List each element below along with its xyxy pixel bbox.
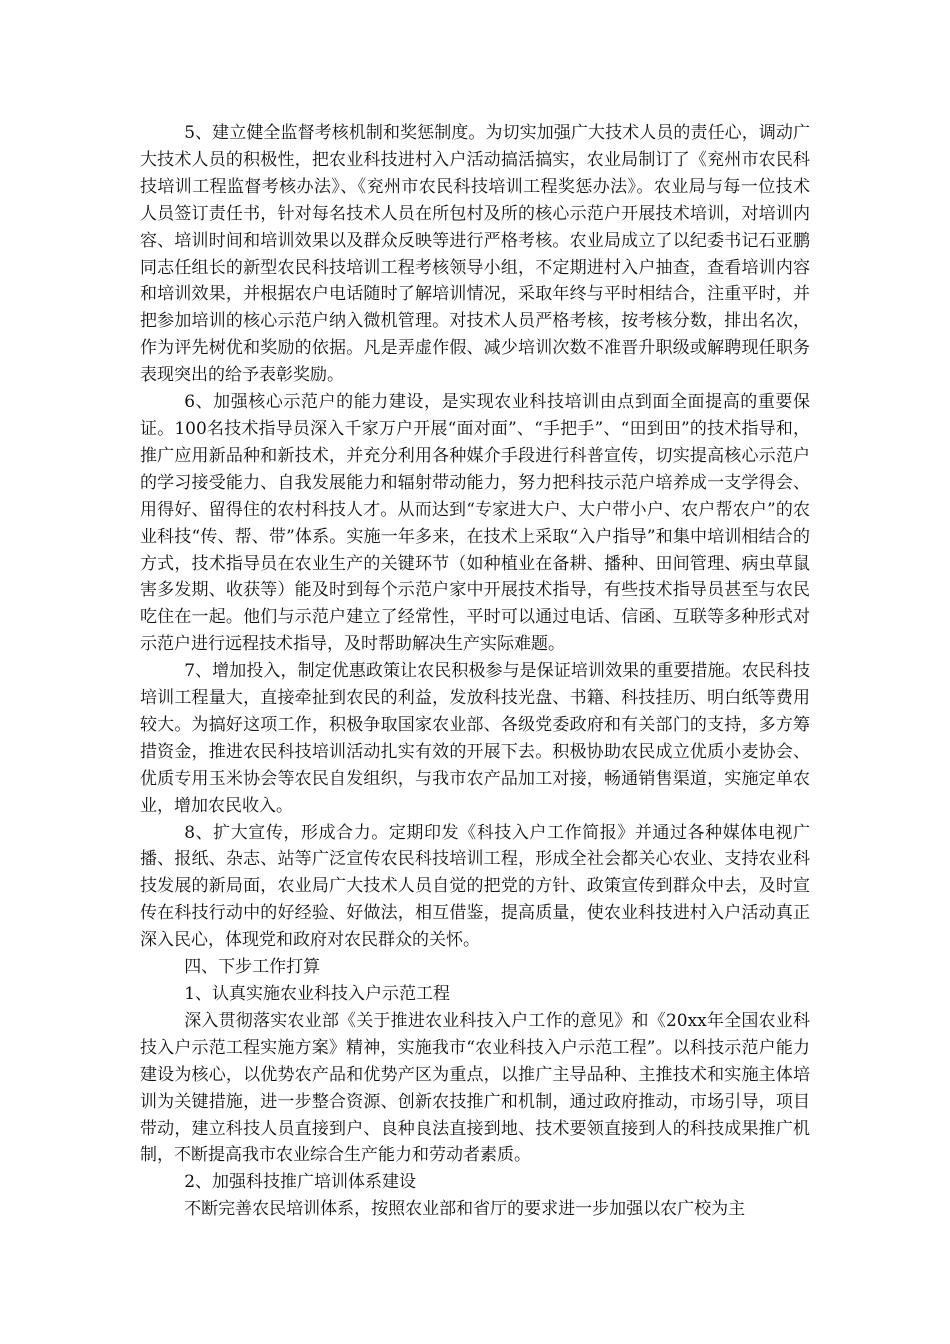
document-body [140,120,810,1223]
paragraph-investment: 7、增加投入，制定优惠政策让农民积极参与是保证培训效果的重要措施。农民科技培训工程量大，直接牵扯到农民的利益，发放科技光盘、书籍、科技挂历、明白纸等费用较大。为搞好这项工作，积极争取国家农业部、各级党委政府和有关部门的支持，多方筹措资金，推进农民科技培训活动扎实有效的开展下去。积极协助农民成立优质小麦协会、优质专用玉米协会等农民自发组织，与我市农产品加工对接，畅通销售渠道，实施定单农业，增加农民收入。 [140,661,810,816]
paragraph-publicity: 8、扩大宣传，形成合力。定期印发《科技入户工作简报》并通过各种媒体电视广播、报纸、杂志、站等广泛宣传农民科技培训工程，形成全社会都关心农业、支持农业科技发展的新局面，农业局广大技术人员自觉的把党的方针、政策宣传到群众中去，及时宣传在科技行动中的好经验、好做法，相互借鉴，提高质量，使农业科技进村入户活动真正深入民心，体现党和政府对农民群众的关怀。 [140,822,810,951]
paragraph-demo-project: 深入贯彻落实农业部《关于推进农业科技入户工作的意见》和《20xx年全国农业科技入户示范工程实施方案》精神，实施我市“农业科技入户示范工程”。以科技示范户能力建设为核心，以优势农产品和优势产区为重点，以推广主导品种、主推技术和实施主体培训为关键措施，进一步整合资源、创新农技推广和机制，通过政府推动，市场引导，项目带动，建立科技人员直接到户、良种良法直接到地、技术要领直接到人的科技成果推广机制，不断提高我市农业综合生产能力和劳动者素质。 [140,1010,810,1166]
section-heading-next-steps: 四、下步工作打算 [184,957,321,978]
subheading-training-system: 2、加强科技推广培训体系建设 [184,1172,417,1193]
subheading-demo-project: 1、认真实施农业科技入户示范工程 [184,984,451,1004]
paragraph-training-system: 不断完善农民培训体系，按照农业部和省厅的要求进一步加强以农广校为主 [184,1199,746,1220]
paragraph-demo-household: 6、加强核心示范户的能力建设，是实现农业科技培训由点到面全面提高的重要保证。100名技术指导员深入千家万户开展“面对面”、“手把手”、“田到田”的技术指导和，推广应用新品种和新技术，并充分利用各种媒介手段进行科普宣传，切实提高核心示范户的学习接受能力、自我发展能力和辐射带动能力，努力把科技示范户培养成一支学得会、用得好、留得住的农村科技人才。从而达到“专家进大户、大户带小户、农户帮农户”的农业科技“传、帮、带”体系。实施一年多来，在技术上采取“入户指导”和集中培训相结合的方式，技术指导员在农业生产的关键环节（如种植业在备耕、播种、田间管理、病虫草鼠害多发期、收获等）能及时到每个示范户家中开展技术指导，有些技术指导员甚至与农民吃住在一起。他们与示范户建立了经常性，平时可以通过电话、信函、互联等多种形式对示范户进行远程技术指导，及时帮助解决生产实际难题。 [140,392,810,655]
paragraph-supervision: 5、建立健全监督考核机制和奖惩制度。为切实加强广大技术人员的责任心，调动广大技术人员的积极性，把农业科技进村入户活动搞活搞实，农业局制订了《兖州市农民科技培训工程监督考核办法》、《兖州市农民科技培训工程奖惩办法》。农业局与每一位技术人员签订责任书，针对每名技术人员在所包村及所的核心示范户开展技术培训，对培训内容、培训时间和培训效果以及群众反映等进行严格考核。农业局成立了以纪委书记石亚鹏同志任组长的新型农民科技培训工程考核领导小组，不定期进村入户抽查，查看培训内容和培训效果，并根据农户电话随时了解培训情况，采取年终与平时相结合，注重平时，并把参加培训的核心示范户纳入微机管理。对技术人员严格考核，按考核分数，排出名次，作为评先树优和奖励的依据。凡是弄虚作假、减少培训次数不准晋升职级或解聘现任职务表现突出的给予表彰奖励。 [140,123,810,386]
